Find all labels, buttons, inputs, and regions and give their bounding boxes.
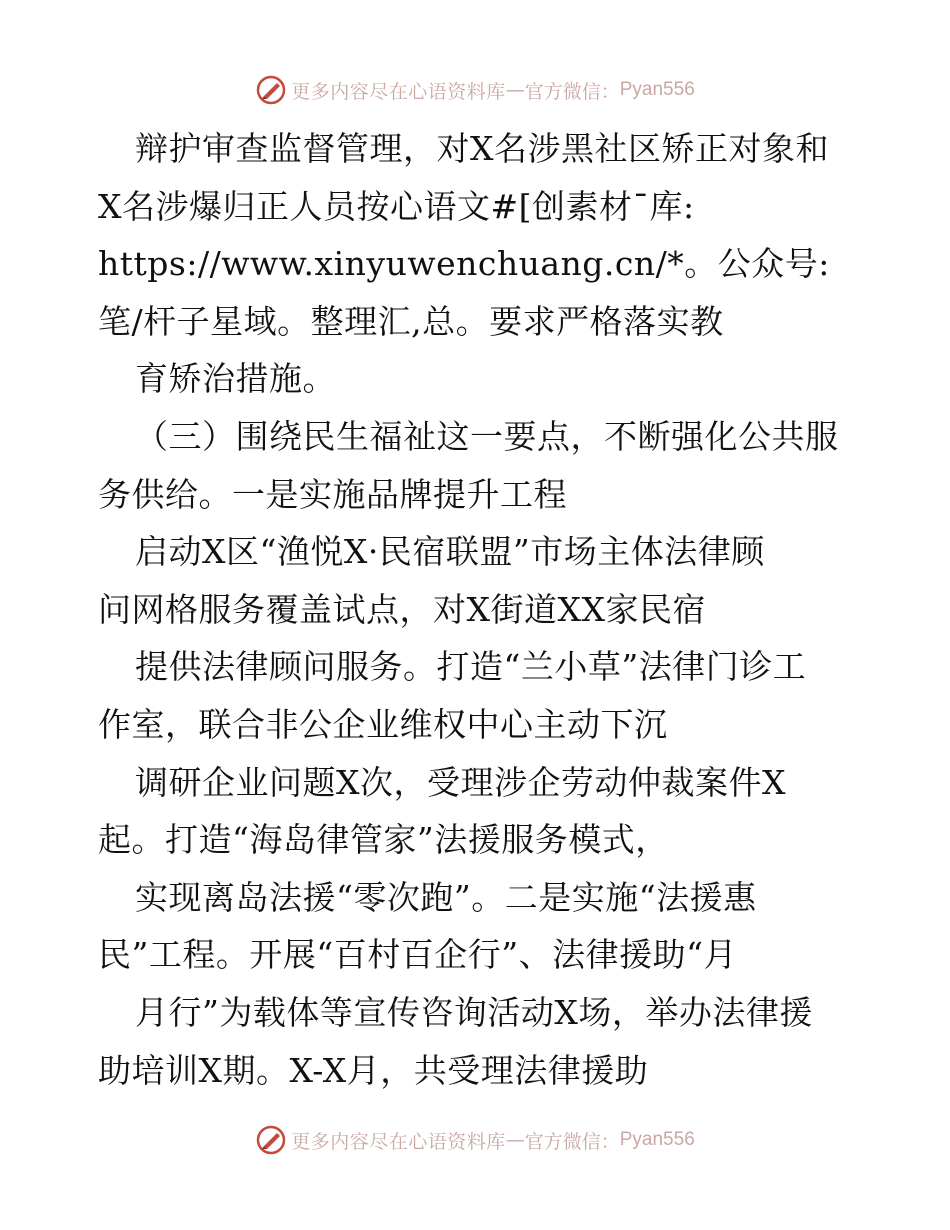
text-line: （三）围绕民生福祉这一要点，不断强化公共服	[135, 416, 839, 456]
footer-watermark	[0, 1120, 950, 1160]
text-line: 民”工程。开展“百村百企行”、法律援助“月	[98, 935, 737, 975]
text-line: 启动X区“渔悦X·民宿联盟”市场主体法律顾	[135, 532, 765, 572]
text-line: https://www.xinyuwenchuang.cn/*。公众号:	[98, 244, 830, 284]
banner-dash: —	[505, 79, 525, 101]
text-line: 作室，联合非公企业维权中心主动下沉	[98, 704, 668, 744]
banner-official-label: 官方微信：	[524, 1130, 620, 1153]
banner-official-label: 官方微信：	[524, 80, 620, 103]
text-line: 实现离岛法援“零次跑”。二是实施“法援惠	[135, 877, 757, 917]
banner-slogan: 更多内容尽在心语资料库	[291, 1130, 506, 1153]
text-line: X名涉爆归正人员按心语文#[创素材¯库:	[98, 186, 695, 226]
banner-slogan: 更多内容尽在心语资料库	[291, 80, 506, 103]
text-line: 问网格服务覆盖试点，对X街道XX家民宿	[98, 589, 706, 629]
text-line: 务供给。一是实施品牌提升工程	[98, 474, 567, 514]
text-line: 月行”为载体等宣传咨询活动X场，举办法律援	[135, 992, 813, 1032]
banner-wechat-id: Pyan556	[619, 1129, 695, 1150]
text-line: 辩护审查监督管理，对X名涉黑社区矫正对象和	[135, 129, 829, 168]
logo-icon	[255, 74, 287, 106]
text-line: 调研企业问题X次，受理涉企劳动仲裁案件X	[135, 762, 786, 802]
text-line: 提供法律顾问服务。打造“兰小草”法律门诊工	[135, 647, 807, 687]
logo-icon	[255, 1124, 287, 1156]
document-body	[98, 120, 858, 1099]
header-watermark	[0, 70, 950, 110]
banner-wechat-id: Pyan556	[619, 79, 695, 100]
text-line: 起。打造“海岛律管家”法援服务模式，	[98, 820, 669, 860]
text-line: 育矫治措施。	[135, 359, 336, 399]
banner-dash: —	[505, 1129, 525, 1151]
text-line: 笔/杆子星域。整理汇,总。要求严格落实教	[98, 301, 724, 341]
text-line: 助培训X期。X-X月，共受理法律援助	[98, 1050, 649, 1090]
